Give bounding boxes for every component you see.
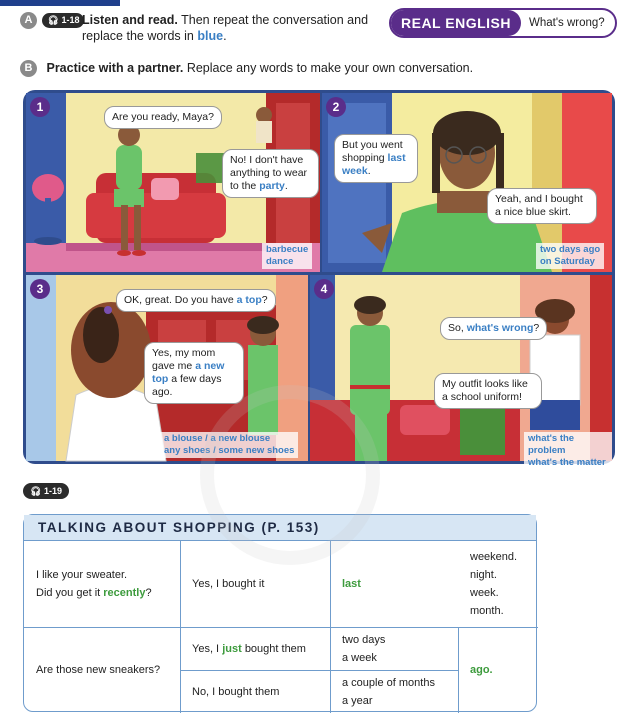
- section-b-body: Replace any words to make your own conversation.: [186, 61, 474, 75]
- answer-text: Yes, I: [192, 642, 220, 655]
- section-a-body: Then repeat the conversation and replace the words in: [82, 13, 369, 43]
- time-option: week.: [470, 587, 499, 599]
- panel-2-substitutions: [536, 243, 604, 269]
- question-punct: ?: [145, 587, 152, 599]
- time-option: a year: [342, 694, 373, 707]
- panel-4-substitutions: [524, 432, 612, 470]
- audio-track-badge-2[interactable]: [23, 483, 69, 499]
- substitution-option: what's the matter: [528, 457, 606, 468]
- row2-answer-1: [180, 627, 330, 670]
- substitution-option: dance: [266, 256, 294, 267]
- row2-answer-2: [180, 670, 330, 713]
- comic-panel-2: [322, 93, 612, 272]
- headphones-icon: 🎧︎: [30, 486, 42, 496]
- headphones-icon: 🎧︎: [47, 15, 59, 26]
- comic-panel-3: [26, 275, 308, 461]
- comic-panel-1: [26, 93, 320, 272]
- section-a-bold: Listen and read.: [82, 13, 178, 27]
- green-keyword: ago.: [470, 664, 493, 676]
- bubble-blue-word: a new top: [152, 360, 225, 385]
- section-a-letter: A: [20, 12, 37, 29]
- time-option: a couple of months: [342, 676, 435, 689]
- row2-keyword: [458, 627, 538, 713]
- panel-3-number: 3: [30, 279, 50, 299]
- panel-4-bubble-1: [440, 317, 547, 340]
- green-keyword: just: [222, 642, 242, 655]
- row2-times-1: [330, 627, 458, 670]
- shopping-table-title: TALKING ABOUT SHOPPING (P. 153): [24, 515, 536, 541]
- substitution-option: barbecue: [266, 244, 309, 255]
- comic-strip: [23, 90, 615, 468]
- bubble-text: Yeah, and I bought a nice blue skirt.: [495, 193, 583, 218]
- row1-answer: [180, 541, 330, 627]
- section-a-period: .: [223, 29, 227, 43]
- section-b-bold: Practice with a partner.: [46, 61, 184, 75]
- bubble-blue-word: last week: [342, 152, 406, 177]
- panel-1-bubble-1: [104, 106, 222, 129]
- audio-track-number: 1-19: [43, 486, 62, 496]
- panel-3-bubble-2: [144, 342, 244, 404]
- substitution-option: two days ago: [540, 244, 601, 255]
- row2-times-2: [330, 670, 458, 713]
- bubble-text: But you went shopping: [342, 139, 403, 164]
- bubble-blue-word: a top: [236, 294, 262, 306]
- bubble-text: No! I don't have anything to wear to the: [230, 154, 308, 192]
- section-a-text: [82, 12, 380, 44]
- real-english-phrase: What's wrong?: [529, 17, 605, 29]
- green-keyword: last: [342, 578, 361, 590]
- panel-1-substitutions: [262, 243, 312, 269]
- answer-text: No, I bought them: [192, 685, 280, 698]
- question-text: Did you get it: [36, 587, 101, 599]
- answer-text: Yes, I bought it: [192, 578, 265, 590]
- audio-track-badge[interactable]: [42, 13, 84, 28]
- panel-1-bubble-2: [222, 149, 319, 198]
- row1-keyword: [330, 541, 458, 627]
- bubble-punct: ?: [261, 294, 268, 306]
- shopping-grid: [24, 541, 538, 713]
- section-b-letter: B: [20, 60, 37, 77]
- real-english-label: REAL ENGLISH: [391, 10, 521, 36]
- substitution-option: any shoes / some new shoes: [164, 445, 295, 456]
- panel-2-bubble-2: [487, 188, 597, 224]
- question-line: I like your sweater.: [36, 569, 128, 581]
- real-english-badge: [389, 8, 617, 38]
- panel-4-number: 4: [314, 279, 334, 299]
- time-option: night.: [470, 569, 497, 581]
- question-text: Are those new sneakers?: [36, 664, 161, 676]
- bubble-punct: .: [284, 180, 288, 192]
- time-option: a week: [342, 651, 377, 664]
- bubble-text: OK, great. Do you have: [124, 294, 234, 306]
- bubble-text: My outfit looks like a school uniform!: [442, 378, 528, 403]
- panel-1-number: 1: [30, 97, 50, 117]
- row1-times: [458, 541, 538, 627]
- section-b-instructions: [20, 60, 473, 77]
- answer-text: bought them: [244, 642, 306, 655]
- bubble-text: Yes, my mom gave me: [152, 347, 216, 372]
- time-option: month.: [470, 605, 504, 617]
- green-keyword: recently: [103, 587, 146, 599]
- substitution-option: on Saturday: [540, 256, 595, 267]
- bubble-blue-word: what's wrong: [466, 322, 534, 334]
- bubble-text: So,: [448, 322, 464, 334]
- bubble-punct: ?: [533, 322, 540, 334]
- bubble-blue-word: party: [259, 180, 285, 192]
- panel-2-number: 2: [326, 97, 346, 117]
- row2-question: [24, 627, 180, 713]
- bubble-text: Are you ready, Maya?: [112, 111, 214, 123]
- section-b-text: [46, 61, 473, 75]
- panel-4-bubble-2: [434, 373, 542, 409]
- substitution-option: what's the problem: [528, 433, 575, 456]
- bubble-text: a few days ago.: [152, 373, 222, 398]
- question-line: [36, 584, 180, 602]
- panel-3-bubble-1: [116, 289, 276, 312]
- row1-question: [24, 541, 180, 627]
- time-option: two days: [342, 633, 386, 646]
- time-option: weekend.: [470, 551, 518, 563]
- section-a-blue-word: blue: [197, 29, 224, 43]
- panel-2-bubble-1: [334, 134, 418, 183]
- audio-track-number: 1-18: [61, 15, 80, 26]
- comic-panel-4: [310, 275, 612, 468]
- answer-line: [192, 640, 330, 658]
- section-a-instructions: [20, 12, 380, 43]
- header-decoration-bar: [0, 0, 120, 6]
- panel-3-substitutions: [160, 432, 298, 458]
- substitution-option: a blouse / a new blouse: [164, 433, 271, 444]
- bubble-punct: .: [367, 165, 371, 177]
- shopping-table: [23, 514, 537, 712]
